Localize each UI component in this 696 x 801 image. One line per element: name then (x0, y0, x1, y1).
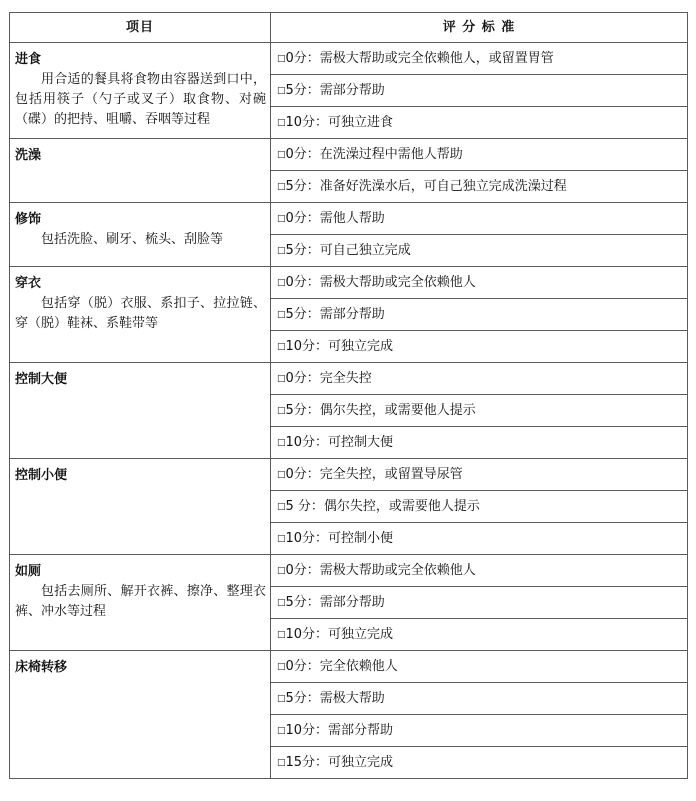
criteria-cell (271, 331, 688, 363)
checkbox-icon[interactable]: □ (277, 277, 286, 288)
table-row (10, 139, 688, 171)
table-row (10, 363, 688, 395)
item-title: 如厕 (15, 564, 42, 579)
criteria-cell (271, 139, 688, 171)
criteria-text: 10分：可控制小便 (285, 530, 394, 546)
criteria-cell (271, 619, 688, 651)
checkbox-icon[interactable]: □ (277, 661, 286, 672)
criteria-cell (271, 555, 688, 587)
criteria-cell (271, 651, 688, 683)
table-row (10, 651, 688, 683)
item-description: 用合适的餐具将食物由容器送到口中，包括用筷子（勺子或叉子）取食物、对碗（碟）的把持、咀嚼、吞咽等过程 (15, 72, 266, 127)
criteria-text: 0分：完全依赖他人 (285, 658, 398, 674)
criteria-text: 10分：可独立进食 (285, 114, 394, 130)
table-row (10, 267, 688, 299)
adl-scoring-table (9, 12, 688, 779)
item-title: 修饰 (15, 212, 42, 227)
criteria-text: 0分：需他人帮助 (285, 210, 385, 226)
item-cell (10, 203, 271, 267)
criteria-text: 5分：准备好洗澡水后，可自己独立完成洗澡过程 (285, 178, 567, 194)
item-title: 穿衣 (15, 276, 42, 291)
checkbox-icon[interactable]: □ (277, 693, 286, 704)
checkbox-icon[interactable]: □ (277, 309, 286, 320)
criteria-text: 5 分：偶尔失控，或需要他人提示 (285, 498, 480, 514)
criteria-text: 5分：需极大帮助 (285, 690, 385, 706)
assessment-table-container (9, 12, 687, 779)
item-title: 控制小便 (15, 468, 68, 483)
checkbox-icon[interactable]: □ (277, 533, 286, 544)
checkbox-icon[interactable]: □ (277, 437, 286, 448)
criteria-text: 5分：需部分帮助 (285, 82, 385, 98)
checkbox-icon[interactable]: □ (277, 725, 286, 736)
checkbox-icon[interactable]: □ (277, 469, 286, 480)
checkbox-icon[interactable]: □ (277, 597, 286, 608)
criteria-text: 0分：需极大帮助或完全依赖他人，或留置胃管 (285, 50, 554, 66)
criteria-cell (271, 427, 688, 459)
criteria-cell (271, 523, 688, 555)
checkbox-icon[interactable]: □ (277, 53, 286, 64)
item-cell (10, 363, 271, 459)
criteria-cell (271, 491, 688, 523)
criteria-text: 0分：完全失控 (285, 370, 372, 386)
checkbox-icon[interactable]: □ (277, 405, 286, 416)
criteria-text: 5分：偶尔失控，或需要他人提示 (285, 402, 476, 418)
item-title: 进食 (15, 52, 42, 67)
item-title: 洗澡 (15, 148, 42, 163)
table-row (10, 459, 688, 491)
criteria-text: 0分：完全失控，或留置导尿管 (285, 466, 463, 482)
criteria-cell (271, 587, 688, 619)
item-cell (10, 459, 271, 555)
criteria-cell (271, 459, 688, 491)
criteria-cell (271, 747, 688, 779)
criteria-text: 15分：可独立完成 (285, 754, 394, 770)
checkbox-icon[interactable]: □ (277, 757, 286, 768)
item-title: 床椅转移 (15, 660, 68, 675)
criteria-text: 5分：需部分帮助 (285, 594, 385, 610)
criteria-text: 5分：可自己独立完成 (285, 242, 411, 258)
table-body (10, 43, 688, 779)
checkbox-icon[interactable]: □ (277, 565, 286, 576)
criteria-cell (271, 107, 688, 139)
item-cell (10, 139, 271, 203)
criteria-cell (271, 75, 688, 107)
criteria-text: 0分：需极大帮助或完全依赖他人 (285, 562, 476, 578)
item-cell (10, 651, 271, 779)
checkbox-icon[interactable]: □ (277, 501, 286, 512)
criteria-cell (271, 363, 688, 395)
criteria-cell (271, 715, 688, 747)
item-cell (10, 267, 271, 363)
item-description: 包括去厕所、解开衣裤、擦净、整理衣裤、冲水等过程 (15, 584, 266, 619)
criteria-cell (271, 235, 688, 267)
checkbox-icon[interactable]: □ (277, 629, 286, 640)
criteria-cell (271, 43, 688, 75)
criteria-cell (271, 203, 688, 235)
criteria-text: 5分：需部分帮助 (285, 306, 385, 322)
table-row (10, 43, 688, 75)
criteria-cell (271, 267, 688, 299)
criteria-cell (271, 395, 688, 427)
checkbox-icon[interactable]: □ (277, 149, 286, 160)
table-row (10, 555, 688, 587)
item-cell (10, 555, 271, 651)
criteria-text: 10分：需部分帮助 (285, 722, 394, 738)
checkbox-icon[interactable]: □ (277, 373, 286, 384)
item-description: 包括穿（脱）衣服、系扣子、拉拉链、穿（脱）鞋袜、系鞋带等 (15, 296, 266, 331)
criteria-text: 10分：可独立完成 (285, 626, 394, 642)
item-cell (10, 43, 271, 139)
table-row (10, 203, 688, 235)
criteria-cell (271, 299, 688, 331)
header-item: 项目 (10, 13, 271, 43)
criteria-cell (271, 683, 688, 715)
item-title: 控制大便 (15, 372, 68, 387)
checkbox-icon[interactable]: □ (277, 85, 286, 96)
checkbox-icon[interactable]: □ (277, 213, 286, 224)
criteria-cell (271, 171, 688, 203)
criteria-text: 0分：在洗澡过程中需他人帮助 (285, 146, 463, 162)
table-header-row (10, 13, 688, 43)
item-description: 包括洗脸、刷牙、梳头、刮脸等 (41, 232, 224, 247)
criteria-text: 10分：可独立完成 (285, 338, 394, 354)
checkbox-icon[interactable]: □ (277, 181, 286, 192)
checkbox-icon[interactable]: □ (277, 117, 286, 128)
criteria-text: 0分：需极大帮助或完全依赖他人 (285, 274, 476, 290)
checkbox-icon[interactable]: □ (277, 245, 286, 256)
header-criteria: 评 分 标 准 (271, 13, 688, 43)
checkbox-icon[interactable]: □ (277, 341, 286, 352)
criteria-text: 10分：可控制大便 (285, 434, 394, 450)
